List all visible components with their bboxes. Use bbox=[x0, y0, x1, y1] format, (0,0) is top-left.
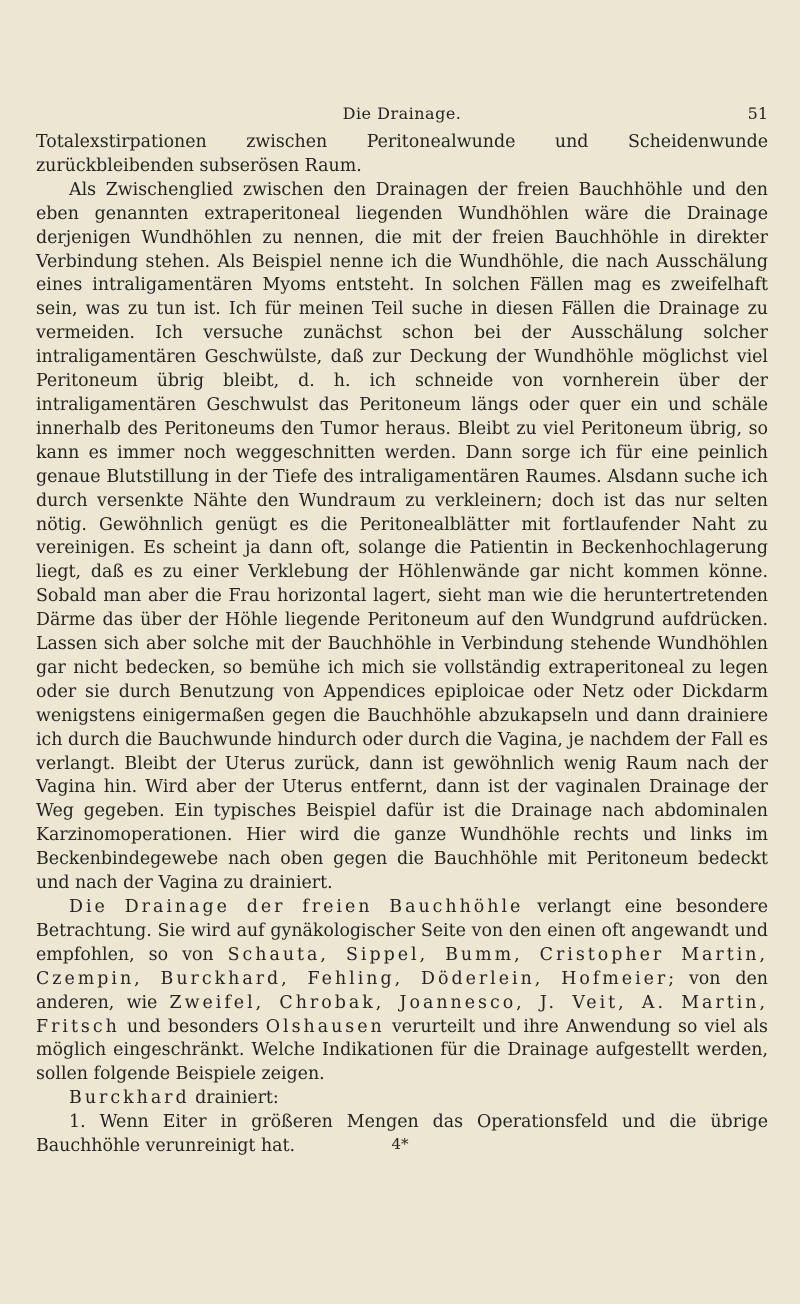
author-names: Schauta, Sippel, Bumm, Cristopher Martin, Czempin, Burckhard, Fehling, Döderlein, Hofmeier bbox=[36, 944, 768, 989]
sheet-signature: 4* bbox=[391, 1135, 409, 1153]
paragraph-text: verurteilt und ihre Anwendung so viel als möglich eingeschränkt. Welche Indikationen für die Drainage aufgestellt werden, sollen folgende Beispiele zeigen. bbox=[36, 1016, 768, 1085]
paragraph: 1. Wenn Eiter in größeren Mengen das Operationsfeld und die übrige Bauchhöhle verunreinigt hat. bbox=[36, 1112, 768, 1157]
spaced-emphasis: Die Drainage der freien Bauchhöhle bbox=[69, 897, 524, 917]
paragraph-text: verlangt eine besondere Betrachtung. Sie wird auf gynäkologischer Seite von den einen oft angewandt und empfohlen, so von bbox=[36, 897, 768, 965]
author-name: Olshausen bbox=[265, 1016, 385, 1037]
paragraph: Als Zwischenglied zwischen den Drainagen der freien Bauchhöhle und den eben genannten extraperitoneal liegenden Wundhöhlen wäre die Drainage derjenigen Wundhöhlen zu nennen, die mit der freien Bauchhöhle in direkter Verbindung stehen. Als Beispiel nenne ich die Wundhöhle, die nach Ausschälung eines intraligamentären Myoms entsteht. In solchen Fällen mag es zweifelhaft sein, was zu tun ist. Ich für meinen Teil suche in diesen Fällen die Drainage zu vermeiden. Ich versuche zunächst schon bei der Ausschälung solcher intraligamentären Geschwülste, daß zur Deckung der Wundhöhle möglichst viel Peritoneum übrig bleibt, d. h. ich schneide von vornherein über der intraligamentären Geschwulst das Peritoneum längs oder quer ein und schäle innerhalb des Peritoneums den Tumor heraus. Bleibt zu viel Peritoneum übrig, so kann es immer noch weggeschnitten werden. Dann sorge ich für eine peinlich genaue Blutstillung in der Tiefe des intraligamentären Raumes. Alsdann suche ich durch versenkte Nähte den Wundraum zu verkleinern; doch ist das nur selten nötig. Gewöhnlich genügt es die Peritonealblätter mit fortlaufender Naht zu vereinigen. Es scheint ja dann oft, solange die Patientin in Beckenhochlagerung liegt, daß es zu einer Verklebung der Höhlenwände gar nicht kommen könne. Sobald man aber die Frau horizontal lagert, sieht man wie die heruntertretenden Därme das über der Höhle liegende Peritoneum auf den Wundgrund aufdrücken. Lassen sich aber solche mit der Bauchhöhle in Verbindung stehende Wundhöhlen gar nicht bedecken, so bemühe ich mich sie vollständig extraperitoneal zu legen oder sie durch Benutzung von Appendices epiploicae oder Netz oder Dickdarm wenigstens einigermaßen gegen die Bauchhöhle abzukapseln und dann drainiere ich durch die Bauchwunde hindurch oder durch die Vagina, je nachdem der Fall es verlangt. Bleibt der Uterus zurück, dann ist gewöhnlich wenig Raum nach der Vagina hin. Wird aber der Uterus entfernt, dann ist der vaginalen Drainage der Weg gegeben. Ein typisches Beispiel dafür ist die Drainage nach abdominalen Karzinomoperationen. Hier wird die ganze Wundhöhle rechts und links im Beckenbindegewebe nach oben gegen die Bauchhöhle mit Peritoneum bedeckt und nach der Vagina zu drainiert. bbox=[36, 179, 768, 894]
paragraph-text: und besonders bbox=[119, 1016, 266, 1037]
chapter-title: Die Drainage. bbox=[342, 104, 462, 123]
paragraph bbox=[36, 1087, 768, 1111]
body-text bbox=[36, 131, 768, 1159]
paragraph: Totalexstirpationen zwischen Peritonealwunde und Scheidenwunde zurückbleibenden subserösen Raum. bbox=[36, 132, 768, 176]
paragraph-text: drainiert: bbox=[189, 1088, 279, 1109]
paragraph-text: ; von den anderen, wie bbox=[36, 968, 768, 1013]
paragraph bbox=[36, 896, 768, 1087]
author-names: Zweifel, Chrobak, Joannesco, J. Veit, A. Martin, Fritsch bbox=[36, 992, 768, 1037]
running-head bbox=[36, 104, 768, 124]
author-name: Burckhard bbox=[69, 1088, 190, 1109]
page-number: 51 bbox=[747, 104, 768, 123]
